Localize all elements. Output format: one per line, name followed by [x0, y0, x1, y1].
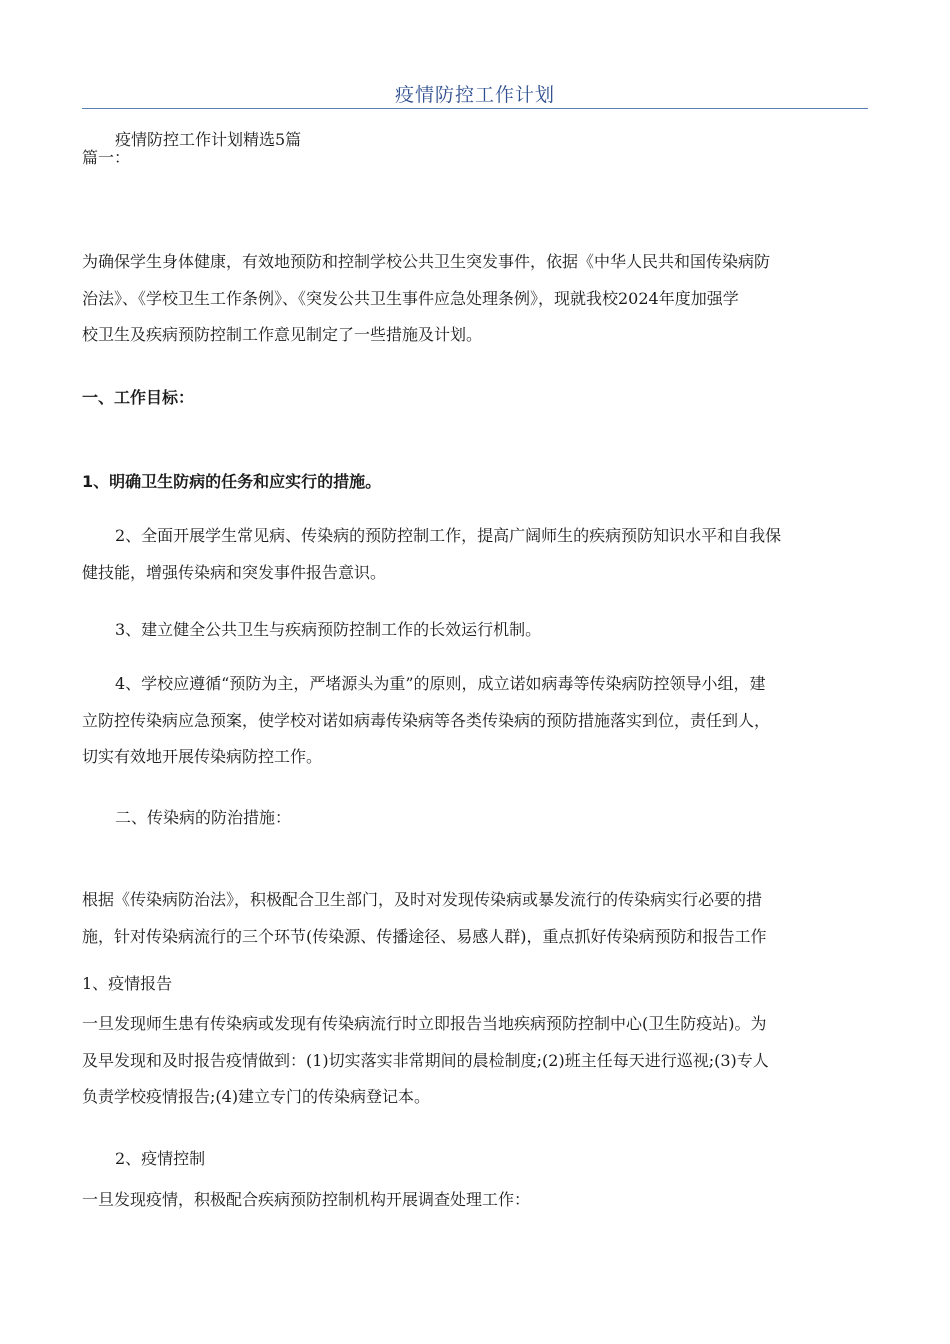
report-body	[82, 1006, 872, 1116]
heading-goals: 一、工作目标：	[82, 388, 195, 407]
report-body-line: 一旦发现师生患有传染病或发现有传染病流行时立即报告当地疾病预防控制中心(卫生防疫站)。为	[82, 1014, 767, 1033]
measures-intro-line: 根据《传染病防治法》，积极配合卫生部门，及时对发现传染病或暴发流行的传染病实行必要的措	[82, 890, 763, 909]
goal-1: 1、明确卫生防病的任务和应实行的措施。	[82, 472, 382, 491]
goal-2-line: 健技能，增强传染病和突发事件报告意识。	[82, 562, 387, 582]
goal-4-line: 切实有效地开展传染病防控工作。	[82, 747, 323, 766]
measures-intro	[82, 882, 872, 955]
measures-intro-line: 施，针对传染病流行的三个环节(传染源、传播途径、易感人群)，重点抓好传染病预防和报告工作	[82, 926, 767, 946]
document-title: 疫情防控工作计划	[394, 84, 555, 106]
control-body: 一旦发现疫情，积极配合疾病预防控制机构开展调查处理工作：	[82, 1190, 531, 1209]
title-underline	[82, 108, 868, 109]
intro-line: 治法》、《学校卫生工作条例》、《突发公共卫生事件应急处理条例》，现就我校2024年度加强学	[82, 288, 739, 308]
section-label: 篇一：	[82, 148, 131, 167]
report-body-line: 及早发现和及时报告疫情做到：(1)切实落实非常期间的晨检制度;(2)班主任每天进行巡视;(3)专人	[82, 1050, 769, 1070]
goal-4-line: 立防控传染病应急预案，使学校对诺如病毒传染病等各类传染病的预防措施落实到位，责任到人，	[82, 710, 771, 730]
goal-4-line: 4、学校应遵循“预防为主，严堵源头为重”的原则，成立诺如病毒等传染病防控领导小组，建	[115, 674, 766, 693]
report-heading: 1、疫情报告	[82, 974, 173, 993]
goal-2-line: 2、全面开展学生常见病、传染病的预防控制工作，提高广阔师生的疾病预防知识水平和自我保	[115, 526, 782, 545]
intro-paragraph	[82, 244, 872, 354]
goal-4	[82, 666, 872, 776]
heading-measures: 二、传染病的防治措施：	[115, 808, 292, 827]
goal-2	[82, 518, 872, 591]
report-body-line: 负责学校疫情报告;(4)建立专门的传染病登记本。	[82, 1087, 431, 1106]
intro-line: 为确保学生身体健康，有效地预防和控制学校公共卫生突发事件，依据《中华人民共和国传染病防	[82, 252, 771, 271]
document-subtitle: 疫情防控工作计划精选5篇	[115, 130, 302, 149]
goal-3: 3、建立健全公共卫生与疾病预防控制工作的长效运行机制。	[115, 620, 542, 639]
control-heading: 2、疫情控制	[115, 1149, 206, 1168]
intro-line: 校卫生及疾病预防控制工作意见制定了一些措施及计划。	[82, 325, 483, 344]
